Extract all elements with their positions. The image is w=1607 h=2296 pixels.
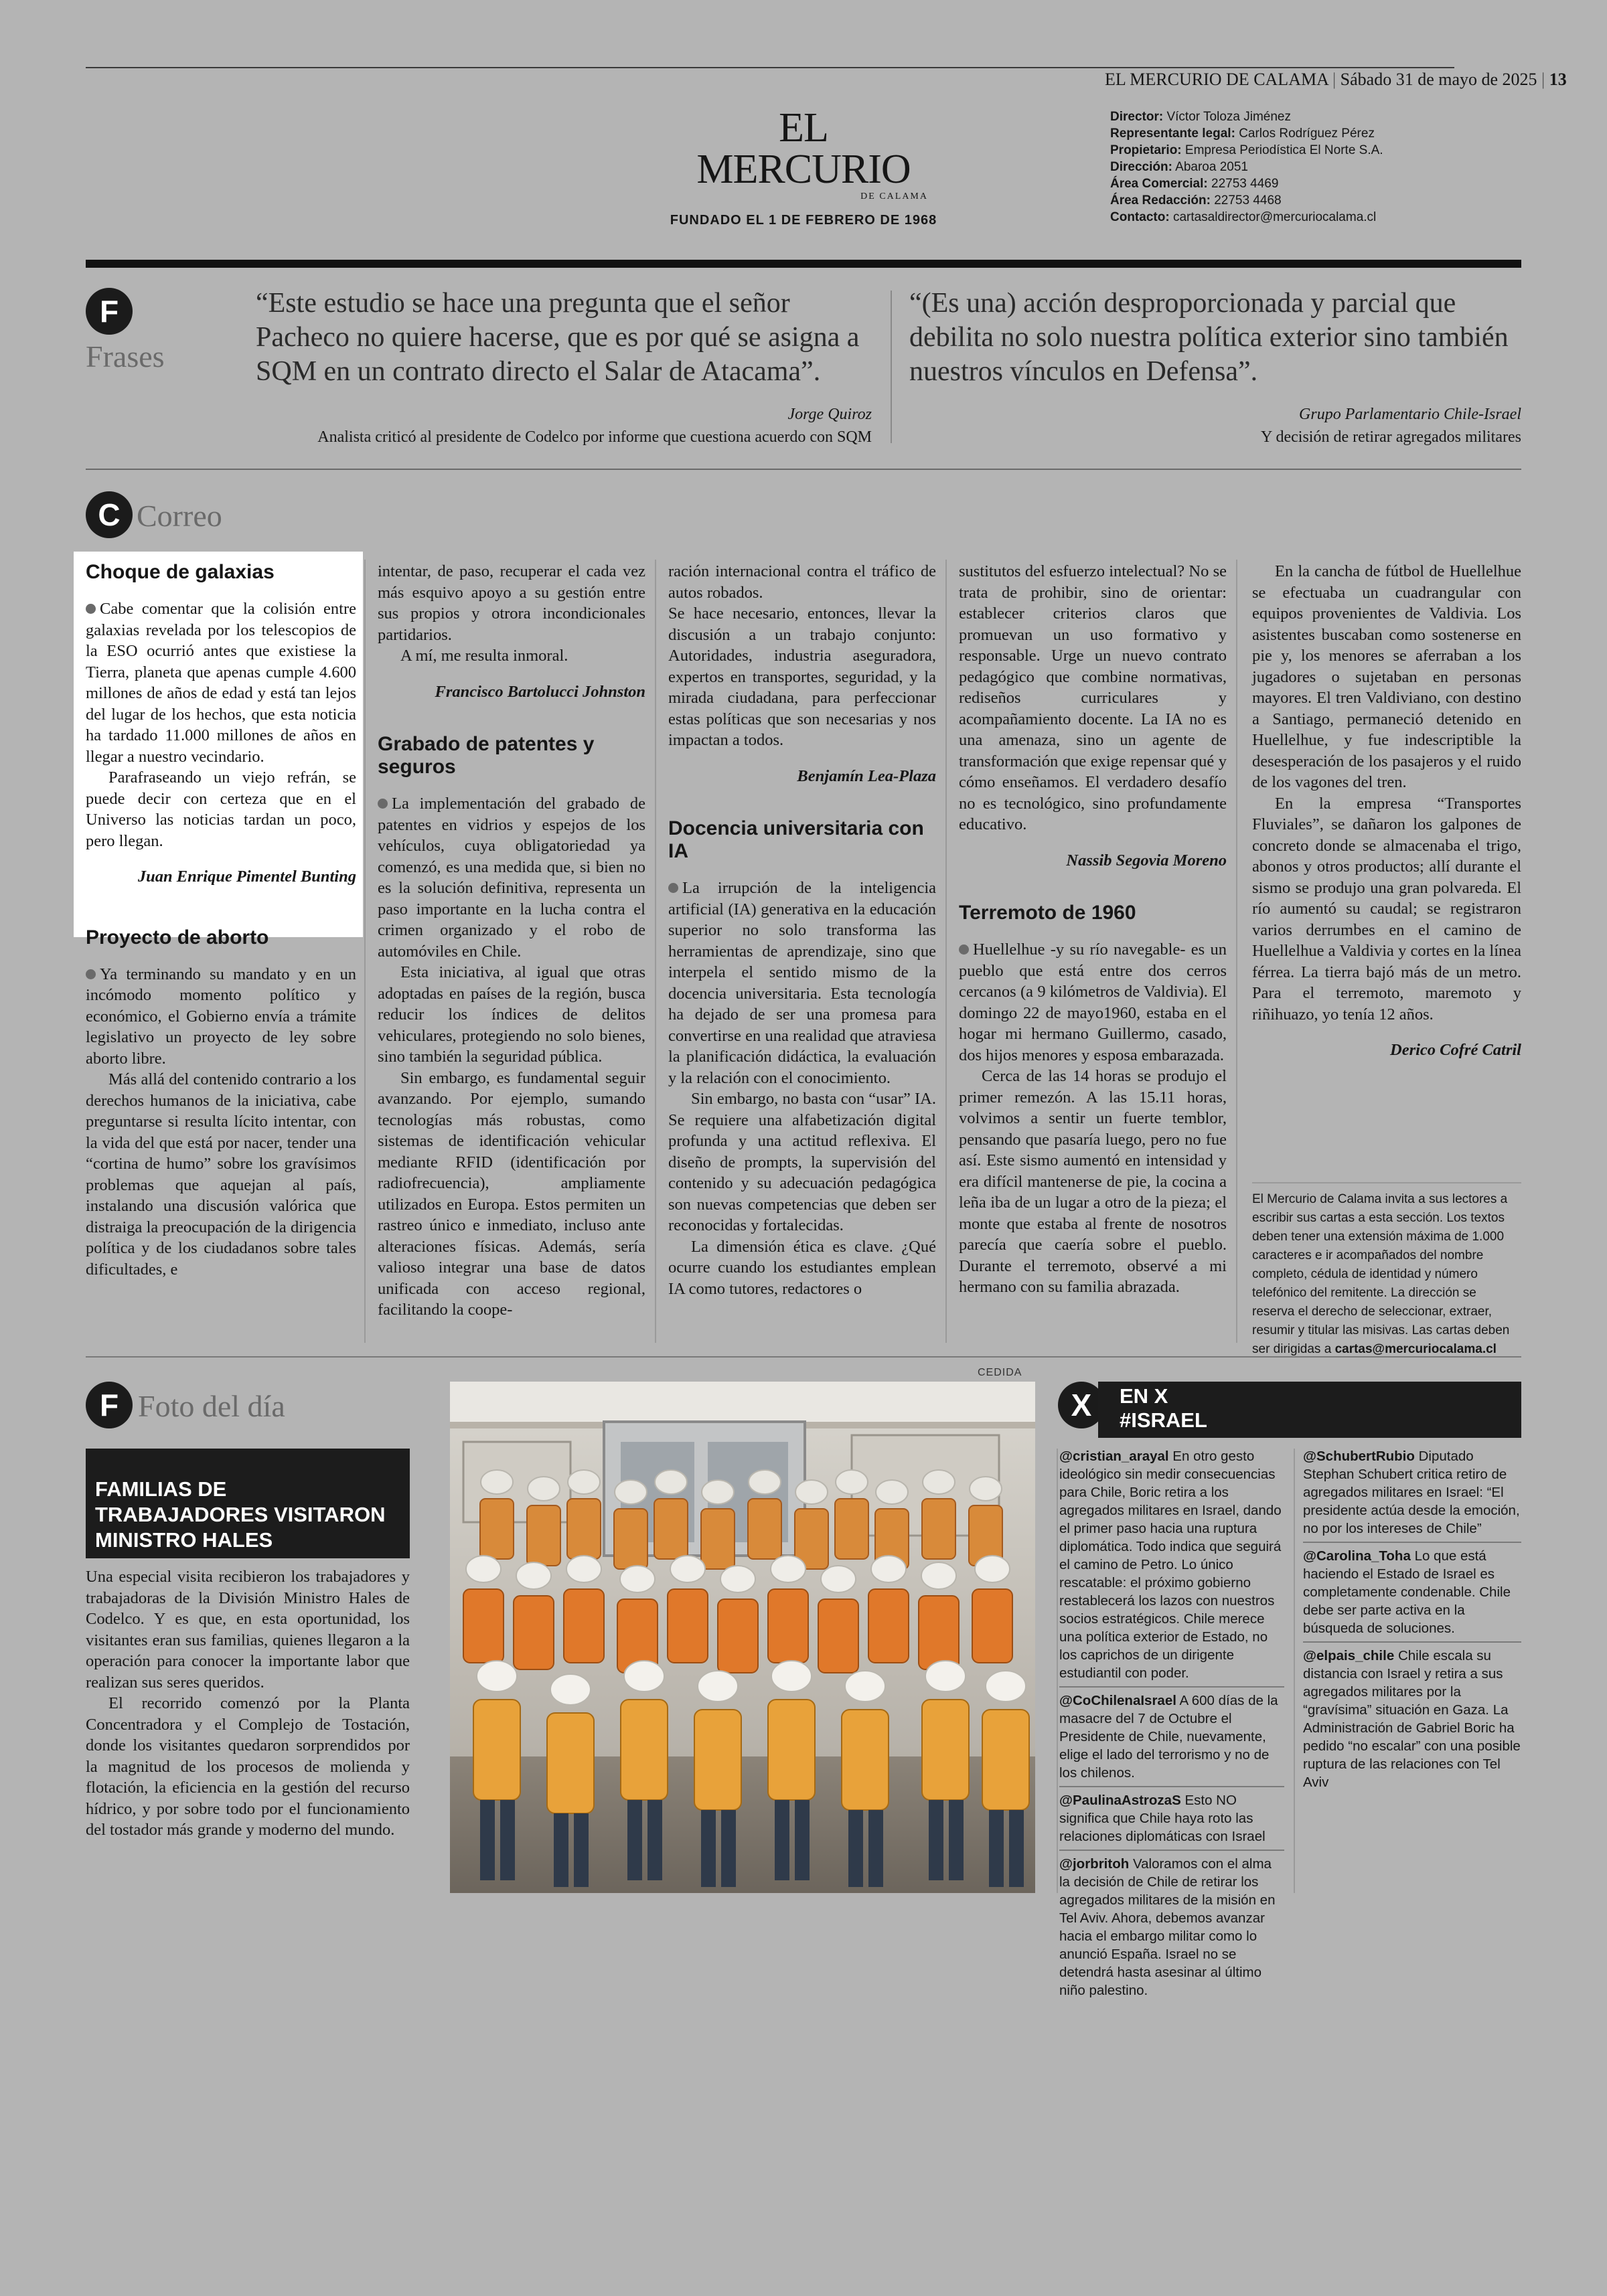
masthead-name: EL MERCURIO [696, 105, 911, 192]
letter-paragraph: sustitutos del esfuerzo intelectual? No se trata de prohibir, sino de orientar: establecer criterios claros que promuevan un uso formativo y responsable. Urge un nuevo contrato pedagógico que combine normativas, rediseños curriculares y acompañamiento docente. La IA no es una amenaza, sino un agente de transformación que exige repensar qué y cómo enseñamos. El verdadero desafío no es tecnológico, sino profundamente educativo. [959, 562, 1227, 833]
section-rule [86, 260, 1521, 268]
letter-title: Grabado de patentes y seguros [378, 733, 595, 778]
x-post [1059, 1855, 1284, 2003]
foto-label: Foto del día [138, 1389, 285, 1423]
staff-row: Área Redacción: 22753 4468 [1110, 193, 1282, 208]
letter-paragraph: La implementación del grabado de patentes en vidrios y espejos de los vehículos, cuya obligatoriedad ya comenzó, es una medida que, si bien no es la solución definitiva, representa un paso importante en la lucha contra el crimen organizado y el robo de automóviles en Chile. [378, 795, 645, 961]
x-title [1120, 1384, 1207, 1432]
staff-row: Propietario: Empresa Periodística El Norte S.A. [1110, 143, 1383, 157]
x-post-text: Esto NO significa que Chile haya roto las relaciones diplomáticas con Israel [1059, 1793, 1266, 1844]
column-divider [945, 560, 947, 1343]
x-handle[interactable]: @PaulinaAstrozaS [1059, 1793, 1181, 1808]
column-divider [655, 560, 656, 1343]
x-handle[interactable]: @Carolina_Toha [1303, 1548, 1411, 1564]
column-divider [1236, 560, 1237, 1343]
section-rule [86, 1356, 1521, 1358]
notice-email[interactable]: cartas@mercuriocalama.cl [1334, 1342, 1497, 1356]
letter-paragraph: La dimensión ética es clave. ¿Qué ocurre cuando los estudiantes emplean IA como tutores, redactores o [668, 1237, 936, 1298]
group-photo [450, 1382, 1035, 1893]
foto-paragraph: Una especial visita recibieron los trabajadores y trabajadoras de la División Ministro Hales de Codelco. Y es que, en esta oportunidad, los visitantes eran sus familias, quienes llegaron a la operación para conocer la importante labor que realizan sus seres queridos. [86, 1568, 410, 1692]
correo-label: Correo [137, 499, 222, 533]
column-divider [364, 560, 366, 1343]
bullet-dot-icon [378, 799, 388, 809]
x-title-line1: EN X [1120, 1384, 1168, 1408]
quote-block [256, 286, 885, 389]
staff-row: Contacto: cartasaldirector@mercuriocalama.cl [1110, 210, 1377, 224]
quote-text: “(Es una) acción desproporcionada y parcial que debilita no solo nuestra política exterior sino también nuestros vínculos en Defensa”. [909, 288, 1509, 387]
letter-paragraph: Más allá del contenido contrario a los derechos humanos de la iniciativa, cabe preguntarse si resulta lícito intentar, con la vida del que está por nacer, tender una “cortina de humo” sobre los gravísimos problemas que aquejan al país, instalando una discusión valórica que distraiga la preocupación de la dirigencia política y de los ciudadanos sobre tales dificultades, e [86, 1070, 356, 1279]
column-divider [1057, 1449, 1058, 1893]
letter-title: Choque de galaxias [86, 561, 275, 583]
correo-column-2 [378, 561, 645, 1321]
foto-headline: FAMILIAS DE TRABAJADORES VISITARON MINISTRO HALES [95, 1477, 386, 1552]
letter-title: Proyecto de aborto [86, 926, 269, 949]
correo-column-1 [86, 561, 356, 1280]
header-date: Sábado 31 de mayo de 2025 [1340, 70, 1537, 89]
bullet-dot-icon [86, 604, 96, 614]
letter-title: Terremoto de 1960 [959, 902, 1136, 924]
quote-author: Jorge Quiroz [787, 406, 872, 423]
quote-author: Grupo Parlamentario Chile-Israel [1299, 406, 1521, 423]
x-post-text: Chile escala su distancia con Israel y retira a sus agregados militares por la “gravísima” situación en Gaza. La Administración de Gabriel Boric ha pedido “no escalar” con una posible ruptura de las relaciones con Tel Aviv [1303, 1648, 1521, 1790]
x-post [1303, 1647, 1521, 1795]
x-post-text: Valoramos con el alma la decisión de Chile de retirar los agregados militares de la misión en Tel Aviv. Ahora, debemos avanzar hacia el embargo militar como lo anunció España. Israel no se detendrá hasta asesinar al último niño palestino. [1059, 1856, 1276, 1998]
x-handle[interactable]: @cristian_arayal [1059, 1449, 1169, 1464]
staff-row: Área Comercial: 22753 4469 [1110, 177, 1279, 191]
quote-description: Analista criticó al presidente de Codelco por informe que cuestiona acuerdo con SQM [317, 428, 872, 446]
letter-paragraph: Sin embargo, no basta con “usar” IA. Se requiere una alfabetización digital profunda y una actitud reflexiva. El diseño de prompts, la supervisión del contenido y su adecuación pedagógica son nuevas competencias que deben ser reconocidas y fortalecidas. [668, 1090, 936, 1234]
letter-paragraph: ración internacional contra el tráfico de autos robados. [668, 562, 936, 602]
letter-paragraph: Huellelhue -y su río navegable- es un pueblo que está entre dos cerros cercanos (a 9 kilómetros de Valdivia). El domingo 22 de mayo1960, estaba en el hogar mi hermano Guillermo, casado, dos hijos menores y esposa embarazada. [959, 940, 1227, 1064]
foto-text [86, 1566, 410, 1841]
page-header: EL MERCURIO DE CALAMA | Sábado 31 de mayo de 2025 | 13 [1105, 70, 1567, 89]
correo-column-3 [668, 561, 936, 1299]
foto-paragraph: El recorrido comenzó por la Planta Concentradora y el Complejo de Tostación, donde los visitantes quedaron sorprendidos por la magnitud de los procesos de molienda y flotación, la eficiencia en la gestión del recurso hídrico, y por sobre todo por el funcionamiento del tostador más grande y moderno del mundo. [86, 1694, 410, 1839]
letter-signature: Benjamín Lea-Plaza [797, 766, 936, 785]
quote-description: Y decisión de retirar agregados militares [1261, 428, 1521, 446]
letter-paragraph: intentar, de paso, recuperar el cada vez más esquivo apoyo a su gestión entre sus propios y otrora incondicionales partidarios. [378, 562, 645, 644]
x-handle[interactable]: @CoChilenaIsrael [1059, 1693, 1176, 1708]
staff-row: Dirección: Abaroa 2051 [1110, 160, 1248, 174]
group-photo-illustration [450, 1382, 1035, 1893]
top-rule [86, 67, 1454, 68]
letter-paragraph: En la empresa “Transportes Fluviales”, se dañaron los galpones de concreto donde se almacenaba el trigo, abonos y otros productos; allí durante el sismo se produjo una gran polvareda. El río aumentó su caudal; se registraron varios derrumbes en el camino de Huellelhue a Valdivia y cortes en la línea férrea. La tierra bajó más de un metro. Para el terremoto, maremoto y riñihuazo, yo tenía 12 años. [1252, 794, 1521, 1023]
section-rule [86, 469, 1521, 470]
header-publication: EL MERCURIO DE CALAMA [1105, 70, 1328, 89]
letter-paragraph: La irrupción de la inteligencia artificial (IA) generativa en la educación superior no solo transforma las herramientas de aprendizaje, sino que interpela el sentido mismo de la docencia universitaria. Esta tecnología ha dejado de ser una promesa para convertirse en una realidad que atraviesa la planificación didáctica, la evaluación y la relación con el conocimiento. [668, 879, 936, 1087]
bullet-dot-icon [959, 945, 969, 955]
x-column-1 [1059, 1447, 1284, 2007]
photo-credit: CEDIDA [978, 1367, 1022, 1378]
x-post [1059, 1791, 1284, 1851]
notice-rule [1252, 1182, 1521, 1183]
staff-box [1110, 108, 1525, 226]
quote-divider [891, 291, 892, 443]
letter-paragraph: Ya terminando su mandato y en un incómodo momento político y económico, el Gobierno envía a trámite legislativo un proyecto de ley sobre aborto libre. [86, 965, 356, 1068]
letters-notice [1252, 1190, 1521, 1359]
masthead-subname: DE CALAMA [860, 191, 928, 201]
x-handle[interactable]: @SchubertRubio [1303, 1449, 1415, 1464]
staff-row: Director: Víctor Toloza Jiménez [1110, 110, 1291, 124]
correo-column-4 [959, 561, 1227, 1298]
letter-paragraph: Parafraseando un viejo refrán, se puede decir con certeza que en el Universo las noticias tardan un poco, pero llegan. [86, 768, 356, 850]
letter-paragraph: Sin embargo, es fundamental seguir avanzando. Por ejemplo, sumando tecnologías más robustas, como sistemas de identificación vehicular mediante RFID (identificación por radiofrecuencia), ampliamente utilizados en Europa. Estos permiten un rastreo único e inmediato, incluso ante alteraciones físicas. Además, sería valioso integrar una base de datos unificada con acceso regional, facilitando la coope- [378, 1068, 645, 1319]
x-post-text: Lo que está haciendo el Estado de Israel es completamente condenable. Chile debe ser parte activa en la búsqueda de soluciones. [1303, 1548, 1511, 1636]
frases-label: Frases [86, 339, 165, 374]
x-handle[interactable]: @elpais_chile [1303, 1648, 1395, 1663]
x-post [1059, 1447, 1284, 1688]
foto-badge-icon: F [86, 1382, 133, 1428]
letter-signature: Francisco Bartolucci Johnston [435, 682, 645, 701]
column-divider [1294, 1449, 1295, 1893]
quote-text: “Este estudio se hace una pregunta que el señor Pacheco no quiere hacerse, que es por qué se asigna a SQM en un contrato directo el Salar de Atacama”. [256, 288, 860, 387]
staff-row: Representante legal: Carlos Rodríguez Pérez [1110, 127, 1375, 141]
x-handle[interactable]: @jorbritoh [1059, 1856, 1130, 1872]
masthead-logo [670, 107, 937, 228]
letter-paragraph: A mí, me resulta inmoral. [400, 647, 568, 665]
correo-badge-icon: C [86, 491, 133, 538]
letter-paragraph: Cabe comentar que la colisión entre galaxias revelada por los telescopios de la ESO ocurrió antes que existiese la Tierra, planeta que apenas cumple 4.600 millones de años de edad y está tan lejos del lugar de los hechos, que esta noticia ha tardado 11.000 millones de años en llegar a nuestro vecindario. [86, 600, 356, 766]
correo-column-5 [1252, 561, 1521, 1061]
bullet-dot-icon [668, 883, 678, 893]
bullet-dot-icon [86, 969, 96, 979]
quote-block [909, 286, 1519, 389]
x-title-line2: #ISRAEL [1120, 1408, 1207, 1432]
frases-badge-icon: F [86, 288, 133, 335]
x-badge-icon: X [1058, 1382, 1105, 1428]
letter-paragraph: En la cancha de fútbol de Huellelhue se efectuaba un cuadrangular con equipos provenientes de Valdivia. Los asistentes buscaban como sostenerse en pie y, los menores se aferraban a los jugadores o sujetaban en personas mayores. El tren Valdiviano, con destino a Santiago, permaneció detenido en Huellelhue, y fue indescriptible la desesperación de los pasajeros y el ruido de los vagones del tren. [1252, 562, 1521, 791]
letter-paragraph: Esta iniciativa, al igual que otras adoptadas en países de la región, busca reducir los índices de delitos vehiculares, protegiendo no solo bienes, sino también la seguridad pública. [378, 963, 645, 1066]
masthead-founded: FUNDADO EL 1 DE FEBRERO DE 1968 [670, 213, 937, 228]
x-post [1303, 1547, 1521, 1643]
letter-paragraph: Se hace necesario, entonces, llevar la discusión a un trabajo conjunto: Autoridades, industria aseguradora, expertos en transportes, seguridad, y la mirada ciudadana, para perfeccionar estas políticas que son necesarias y nos impactan a todos. [668, 604, 936, 749]
letter-title: Docencia universitaria con IA [668, 817, 924, 862]
x-post-text: A 600 días de la masacre del 7 de Octubre el Presidente de Chile, nuevamente, elige el lado del terrorismo y no de los chilenos. [1059, 1693, 1278, 1781]
x-post [1059, 1692, 1284, 1787]
x-post-text: Diputado Stephan Schubert critica retiro de agregados militares en Israel: “El presidente actúa desde la emoción, no por los intereses de Chile” [1303, 1449, 1520, 1536]
x-column-2 [1303, 1447, 1521, 1799]
letter-signature: Derico Cofré Catril [1390, 1041, 1521, 1059]
page-number: 13 [1549, 70, 1567, 89]
notice-text: El Mercurio de Calama invita a sus lectores a escribir sus cartas a esta sección. Los textos deben tener una extensión máxima de 1.000 caracteres e ir acompañados del nombre completo, cédula de identidad y número telefónico del remitente. La dirección se reserva el derecho de seleccionar, extraer, resumir y titular las misivas. Las cartas deben ser dirigidas a [1252, 1192, 1510, 1356]
x-post-text: En otro gesto ideológico sin medir consecuencias para Chile, Boric retira a los agregados militares en Israel, dando el primer paso hacia una ruptura diplomática. Todo indica que seguirá el camino de Petro. Lo único rescatable: el próximo gobierno restablecerá los lazos con nuestros socios estratégicos. Chile merece una política exterior de Estado, no los caprichos de un dirigente estudiantil con poder. [1059, 1449, 1282, 1681]
letter-signature: Juan Enrique Pimentel Bunting [137, 868, 356, 886]
letter-signature: Nassib Segovia Moreno [1066, 851, 1227, 870]
letter-paragraph: Cerca de las 14 horas se produjo el primer remezón. A las 15.11 horas, volvimos a sentir un fuerte temblor, pensando que pasaría luego, pero no fue así. Este sismo aumentó en intensidad y era difícil mantenerse de pie, la cocina a leña iba de un lugar a otro de la pieza; el monte que estaba al frente de nosotros parecía que caería sobre el pueblo. Durante el terremoto, observé a mi hermano con su familia abrazada. [959, 1067, 1227, 1296]
x-post [1303, 1447, 1521, 1543]
contact-email[interactable]: cartasaldirector@mercuriocalama.cl [1172, 210, 1377, 224]
